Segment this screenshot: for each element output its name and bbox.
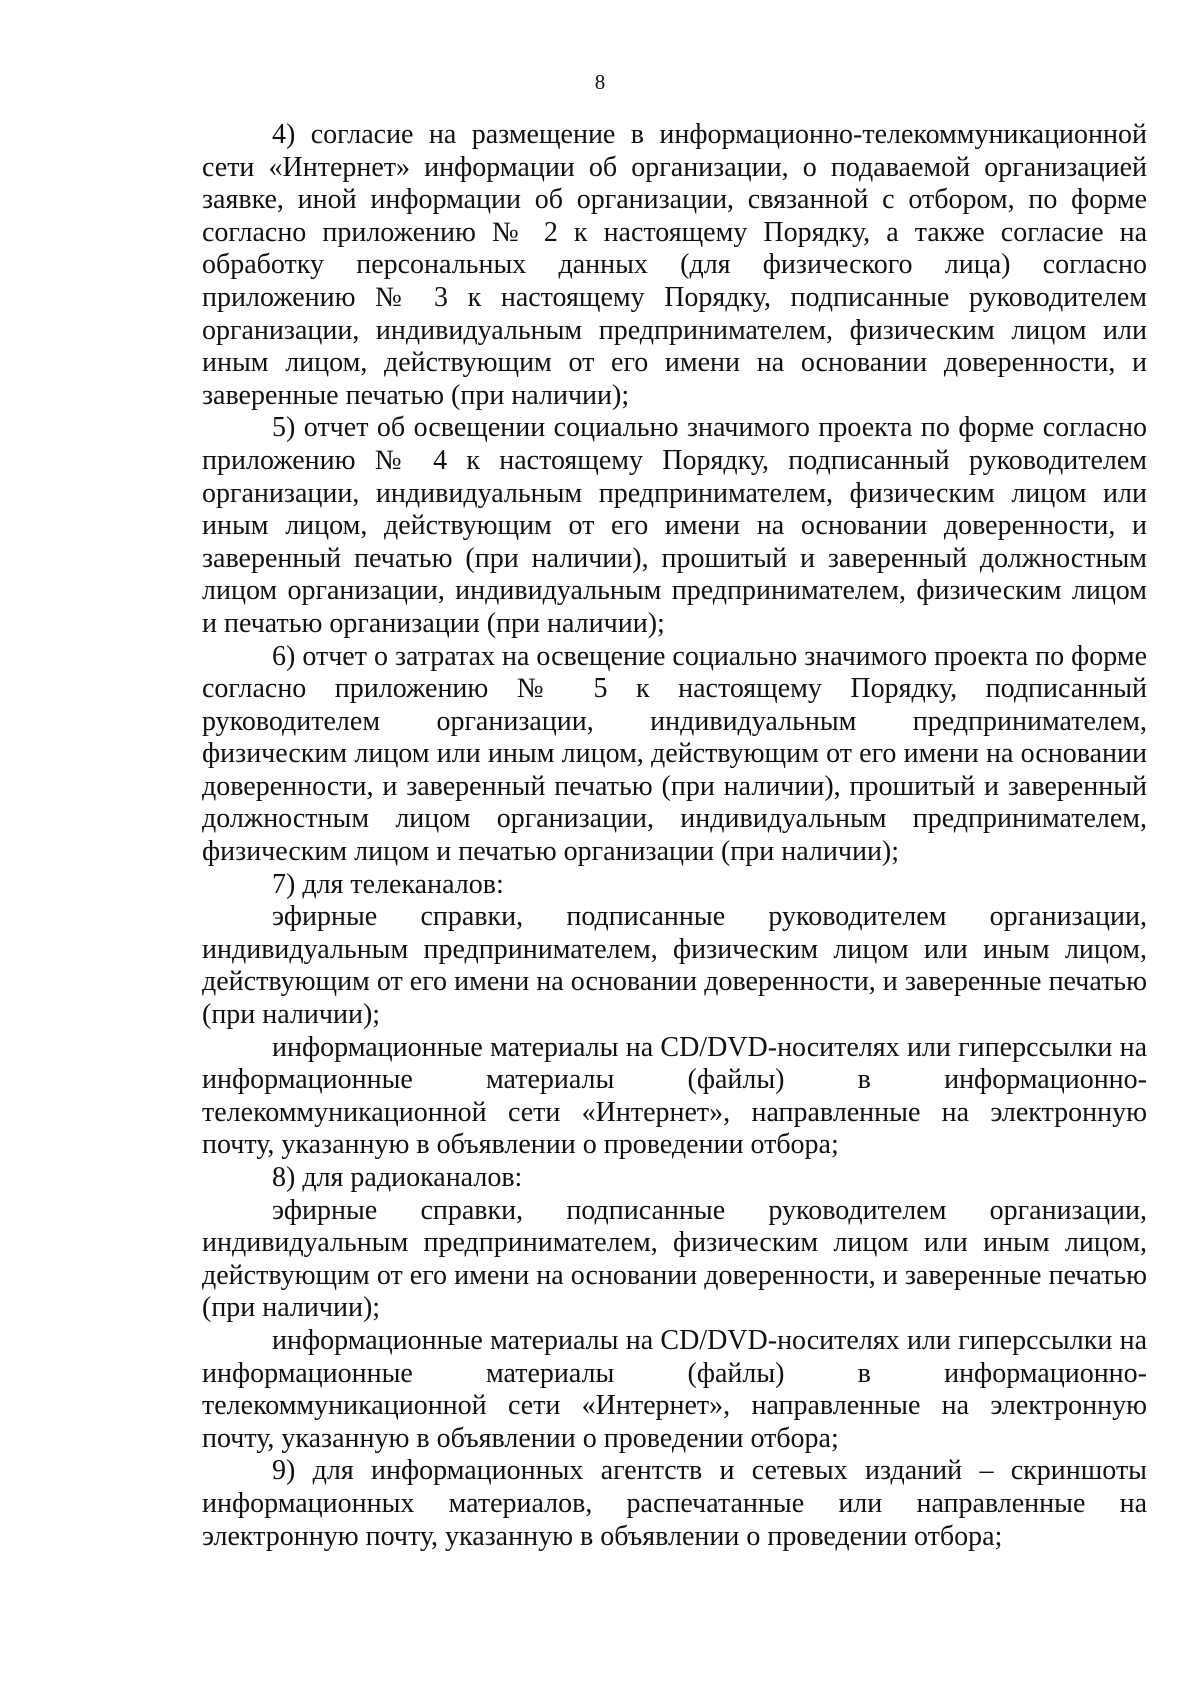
paragraph-tv-information-materials: информационные материалы на CD/DVD-носителях или гиперссылки на информационные материалы (файлы) в информационно-телекоммуникационной сети «Интернет», направленные на электронную почту, указанную в объявлении о проведении отбора;	[202, 1031, 1147, 1161]
paragraph-item-5-coverage-report: 5) отчет об освещении социально значимого проекта по форме согласно приложению № 4 к настоящему Порядку, подписанный руководителем организации, индивидуальным предпринимателем, физическим лицом или иным лицом, действующим от его имени на основании доверенности, и заверенный печатью (при наличии), прошитый и заверенный должностным лицом организации, индивидуальным предпринимателем, физическим лицом и печатью организации (при наличии);	[202, 412, 1147, 639]
paragraph-tv-broadcast-certificates: эфирные справки, подписанные руководителем организации, индивидуальным предпринимателем, физическим лицом или иным лицом, действующим от его имени на основании доверенности, и заверенные печатью (при наличии);	[202, 901, 1147, 1031]
paragraph-item-7-tv-channels: 7) для телеканалов:	[272, 868, 504, 900]
paragraph-item-9-news-agencies: 9) для информационных агентств и сетевых изданий – скриншоты информационных материалов, распечатанные или направленные на электронную почту, указанную в объявлении о проведении отбора;	[202, 1455, 1147, 1552]
paragraph-item-6-cost-report: 6) отчет о затратах на освещение социально значимого проекта по форме согласно приложению № 5 к настоящему Порядку, подписанный руководителем организации, индивидуальным предпринимателем, физическим лицом или иным лицом, действующим от его имени на основании доверенности, и заверенный печатью (при наличии), прошитый и заверенный должностным лицом организации, индивидуальным предпринимателем, физическим лицом и печатью организации (при наличии);	[202, 640, 1147, 868]
document-body	[202, 119, 1147, 1553]
paragraph-radio-information-materials: информационные материалы на CD/DVD-носителях или гиперссылки на информационные материалы (файлы) в информационно-телекоммуникационной сети «Интернет», направленные на электронную почту, указанную в объявлении о проведении отбора;	[202, 1324, 1147, 1454]
paragraph-radio-broadcast-certificates: эфирные справки, подписанные руководителем организации, индивидуальным предпринимателем, физическим лицом или иным лицом, действующим от его имени на основании доверенности, и заверенные печатью (при наличии);	[202, 1194, 1147, 1324]
paragraph-item-4-consent: 4) согласие на размещение в информационно-телекоммуникационной сети «Интернет» информации об организации, о подаваемой организацией заявке, иной информации об организации, связанной с отбором, по форме согласно приложению № 2 к настоящему Порядку, а также согласие на обработку персональных данных (для физического лица) согласно приложению № 3 к настоящему Порядку, подписанные руководителем организации, индивидуальным предпринимателем, физическим лицом или иным лицом, действующим от его имени на основании доверенности, и заверенные печатью (при наличии);	[202, 119, 1147, 411]
paragraph-item-8-radio-channels: 8) для радиоканалов:	[272, 1162, 523, 1193]
page-number: 8	[594, 70, 606, 94]
